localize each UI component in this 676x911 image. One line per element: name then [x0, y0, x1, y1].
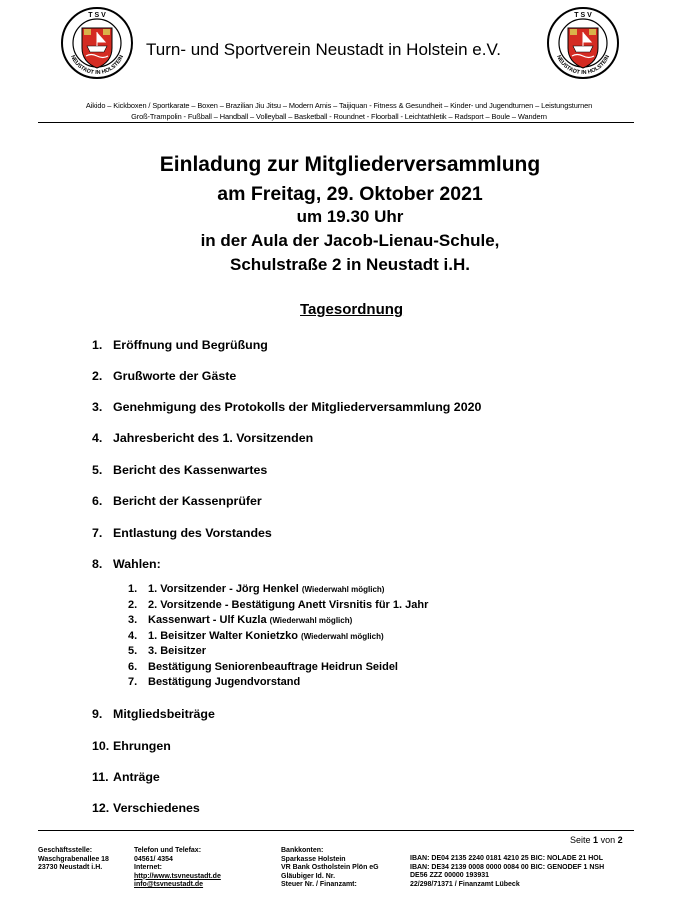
- agenda-heading: Tagesordnung: [300, 301, 404, 318]
- election-item: 4. 1. Beisitzer Walter Konietzko (Wiederwahl möglich): [128, 630, 384, 642]
- club-name: Turn- und Sportverein Neustadt in Holstein e.V.: [146, 40, 501, 59]
- invitation-address: Schulstraße 2 in Neustadt i.H.: [230, 255, 470, 274]
- website-link[interactable]: http://www.tsvneustadt.de: [134, 872, 221, 880]
- agenda-item: 12. Verschiedenes: [92, 801, 200, 815]
- agenda-item: 9. Mitgliedsbeiträge: [92, 707, 215, 721]
- agenda-item: 6. Bericht der Kassenprüfer: [92, 494, 262, 508]
- club-logo-right: [546, 6, 620, 80]
- logo-text-bottom: NEUSTADT IN HOLSTEIN: [69, 54, 125, 77]
- footer-contact: Telefon und Telefax: 04561/ 4354 Internet: http://www.tsvneustadt.de info@tsvneustadt.de: [134, 847, 221, 889]
- footer-bank-labels: Bankkonten: Sparkasse Holstein VR Bank Ostholstein Plön eG Gläubiger Id. Nr. Steuer Nr. / Finanzamt:: [281, 847, 379, 889]
- invitation-time: um 19.30 Uhr: [296, 207, 404, 226]
- club-logo-left: [60, 6, 134, 80]
- agenda-item-elections: 8. Wahlen:: [92, 557, 161, 571]
- logo-text-top: T S V: [574, 12, 592, 19]
- logo-text-bottom: NEUSTADT IN HOLSTEIN: [555, 54, 611, 77]
- footer-bank-values: IBAN: DE04 2135 2240 0181 4210 25 BIC: NOLADE 21 HOL IBAN: DE34 2139 0008 0000 0084 00 BIC: GENODEF 1 NSH DE56 ZZZ 00000 193931 22/298/71371 / Finanzamt Lübeck: [410, 855, 605, 888]
- sports-list-line2: Groß-Trampolin - Fußball – Handball – Volleyball – Basketball - Roundnet - Floorball - Leichtathletik – Radsport – Boule – Wandern: [131, 112, 547, 121]
- invitation-title: Einladung zur Mitgliederversammlung: [159, 153, 541, 176]
- election-item: 3. Kassenwart - Ulf Kuzla (Wiederwahl möglich): [128, 614, 353, 626]
- footer-office: Geschäftsstelle: Waschgrabenallee 18 23730 Neustadt i.H.: [38, 847, 109, 872]
- agenda-item: 5. Bericht des Kassenwartes: [92, 463, 268, 477]
- header-divider: [38, 122, 634, 123]
- agenda-item: 1. Eröffnung und Begrüßung: [92, 338, 268, 352]
- agenda-item: 2. Grußworte der Gäste: [92, 369, 237, 383]
- page-number: Seite 1 von 2: [570, 835, 623, 845]
- agenda-item: 3. Genehmigung des Protokolls der Mitgliederversammlung 2020: [92, 400, 482, 414]
- logo-text-top: T S V: [88, 12, 106, 19]
- agenda-item: 10. Ehrungen: [92, 739, 171, 753]
- footer-divider: [38, 830, 634, 831]
- invitation-date: am Freitag, 29. Oktober 2021: [217, 183, 483, 205]
- agenda-item: 4. Jahresbericht des 1. Vorsitzenden: [92, 431, 314, 445]
- election-item: 1. 1. Vorsitzender - Jörg Henkel (Wiederwahl möglich): [128, 583, 385, 595]
- election-item: 5. 3. Beisitzer: [128, 645, 207, 657]
- sports-list-line1: Aikido – Kickboxen / Sportkarate – Boxen – Brazilian Jiu Jitsu – Modern Arnis – Taijiquan - Fitness & Gesundheit – Kinder- und Jugendturnen – Leistungsturnen: [85, 101, 593, 110]
- election-item: 6. Bestätigung Seniorenbeauftrage Heidrun Seidel: [128, 661, 398, 673]
- agenda-item: 11. Anträge: [92, 770, 160, 784]
- election-item: 2. 2. Vorsitzende - Bestätigung Anett Virsnitis für 1. Jahr: [128, 599, 429, 611]
- email-link[interactable]: info@tsvneustadt.de: [134, 881, 204, 889]
- invitation-venue: in der Aula der Jacob-Lienau-Schule,: [200, 231, 500, 250]
- election-item: 7. Bestätigung Jugendvorstand: [128, 676, 301, 688]
- agenda-item: 7. Entlastung des Vorstandes: [92, 526, 272, 540]
